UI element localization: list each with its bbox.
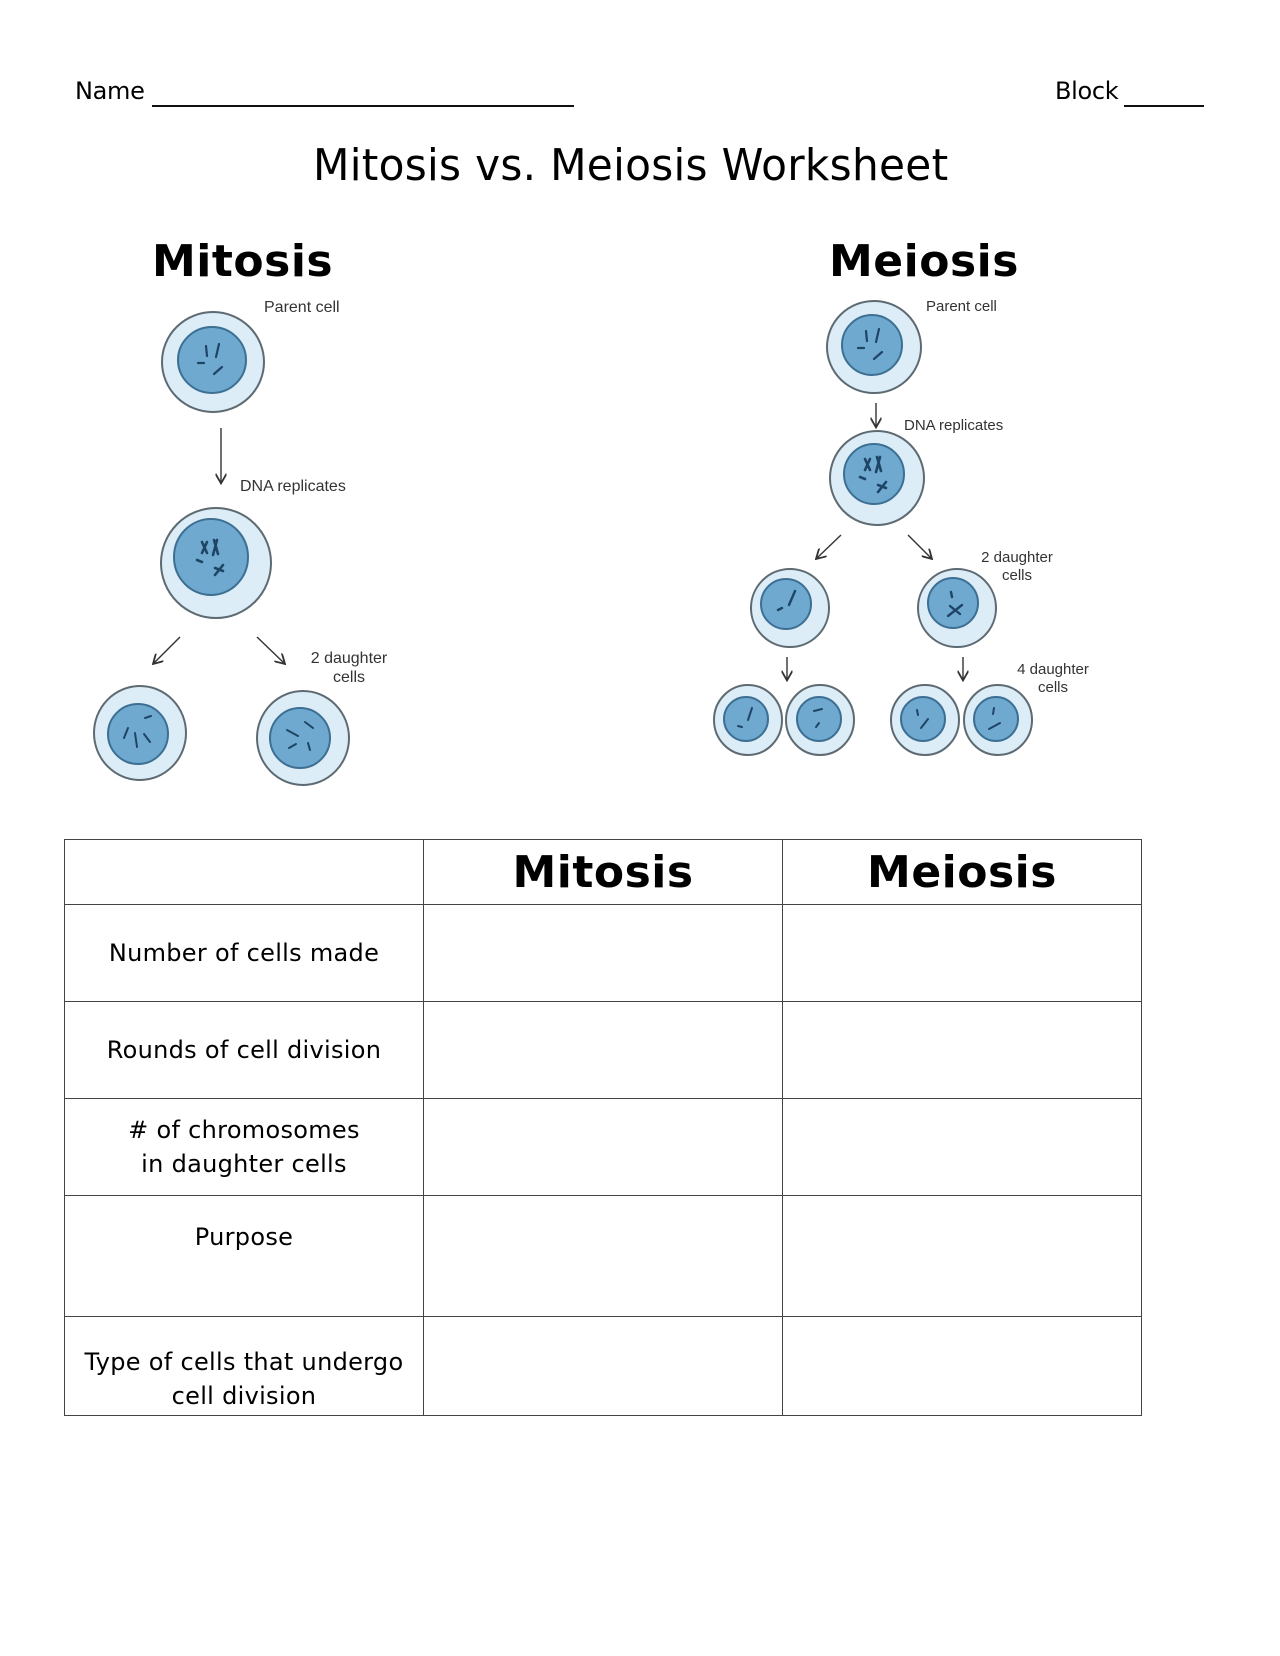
mitosis-daughter-label (302, 649, 396, 687)
arrow-down-left-icon (154, 637, 180, 663)
mitosis-answer-cell[interactable] (424, 1317, 783, 1416)
label-line: cells (332, 669, 365, 686)
header-cell-blank (65, 840, 424, 905)
meiosis-dna-replicates-label: DNA replicates (904, 417, 1004, 434)
table-row (65, 1002, 1142, 1099)
table-row (65, 1317, 1142, 1416)
meiosis-daughter-cell (751, 569, 829, 647)
arrow-down-left-icon (817, 535, 841, 558)
meiosis-replicated-cell (830, 431, 924, 525)
mitosis-parent-cell-label: Parent cell (264, 299, 340, 316)
label-line: 2 daughter (981, 549, 1053, 566)
mitosis-dna-replicates-label: DNA replicates (240, 478, 346, 495)
mitosis-answer-cell[interactable] (424, 1196, 783, 1317)
mitosis-replicated-cell (161, 508, 271, 618)
meiosis-answer-cell[interactable] (783, 1002, 1142, 1099)
meiosis-final-cell (786, 685, 854, 755)
meiosis-answer-cell[interactable] (783, 1317, 1142, 1416)
table-row (65, 1196, 1142, 1317)
comparison-table (64, 839, 1142, 1416)
row-label: Purpose (65, 1196, 424, 1317)
row-label: Type of cells that undergo cell division (65, 1317, 424, 1416)
table-row (65, 1099, 1142, 1196)
meiosis-heading: Meiosis (829, 236, 1019, 287)
table-row (65, 905, 1142, 1002)
table-header-row (65, 840, 1142, 905)
meiosis-answer-cell[interactable] (783, 905, 1142, 1002)
mitosis-answer-cell[interactable] (424, 1099, 783, 1196)
meiosis-two-daughter-label (974, 549, 1060, 585)
mitosis-parent-cell (162, 312, 264, 412)
header-cell-meiosis: Meiosis (783, 840, 1142, 905)
mitosis-daughter-cell (257, 691, 349, 785)
cell-division-diagrams (0, 0, 1280, 820)
meiosis-answer-cell[interactable] (783, 1099, 1142, 1196)
page-title: Mitosis vs. Meiosis Worksheet (313, 140, 949, 191)
meiosis-parent-cell-label: Parent cell (926, 298, 997, 315)
meiosis-final-cell (714, 685, 782, 755)
name-label: Name (75, 77, 145, 105)
row-label: Rounds of cell division (65, 1002, 424, 1099)
header-cell-mitosis: Mitosis (424, 840, 783, 905)
row-label: Number of cells made (65, 905, 424, 1002)
block-label: Block (1055, 77, 1119, 105)
meiosis-four-daughter-label (1010, 661, 1096, 697)
label-line: 4 daughter (1017, 661, 1089, 678)
meiosis-final-cell (891, 685, 959, 755)
label-line: cells (1001, 567, 1032, 584)
mitosis-heading: Mitosis (152, 236, 334, 287)
label-line: 2 daughter (310, 650, 388, 667)
mitosis-answer-cell[interactable] (424, 905, 783, 1002)
arrow-down-right-icon (908, 535, 931, 558)
meiosis-parent-cell (827, 301, 921, 393)
meiosis-answer-cell[interactable] (783, 1196, 1142, 1317)
label-line: cells (1037, 679, 1068, 696)
arrow-down-right-icon (257, 637, 284, 663)
mitosis-answer-cell[interactable] (424, 1002, 783, 1099)
row-label: # of chromosomes in daughter cells (65, 1099, 424, 1196)
mitosis-daughter-cell (94, 686, 186, 780)
